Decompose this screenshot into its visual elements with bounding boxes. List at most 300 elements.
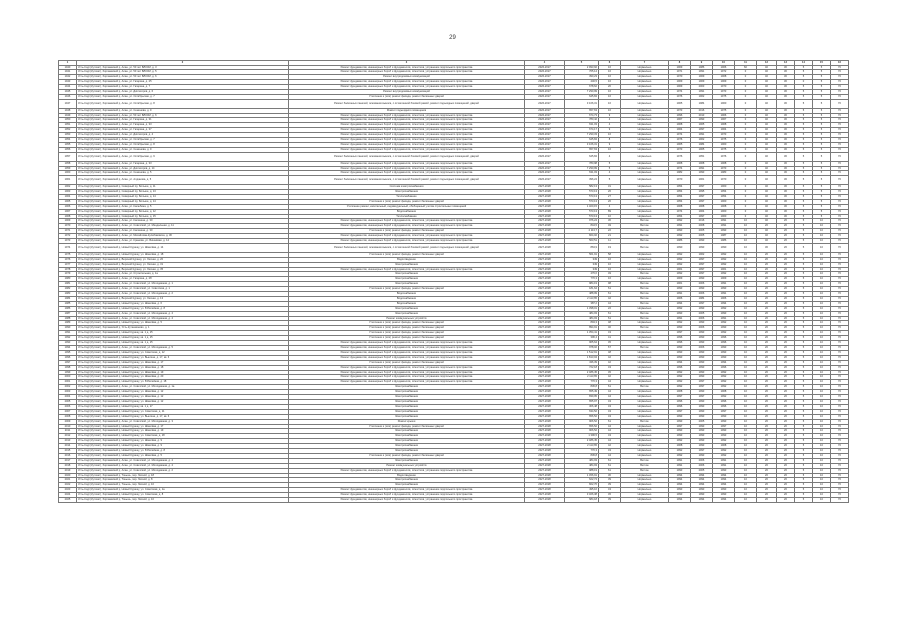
- table-cell: 1997: [669, 395, 691, 400]
- table-cell: 1955: [59, 142, 77, 147]
- table-cell: 2027-2028: [525, 185, 565, 190]
- table-cell: Утепление и (или) ремонт фасада, ремонт балконных дверей: [289, 336, 525, 341]
- table-cell: 43: [599, 404, 621, 409]
- table-cell: 5: [813, 209, 831, 214]
- table-cell: 10: [735, 395, 757, 400]
- table-cell: 16: [599, 277, 621, 282]
- table-cell: 30: [777, 118, 795, 123]
- table-cell: 30: [777, 128, 795, 133]
- table-cell: Нормально: [621, 399, 669, 404]
- table-cell: 1983: [59, 292, 77, 297]
- table-cell: 40: [757, 65, 777, 70]
- table-cell: 45: [599, 370, 621, 375]
- table-cell: 39: [599, 478, 621, 483]
- table-cell: 1993: [669, 311, 691, 316]
- table-cell: 70: [831, 252, 849, 257]
- table-cell: Ветхое: [621, 239, 669, 244]
- table-cell: Усть-Сиді (Кутскат), Хорлаевский р, Алан, ул. Советской, ул. Молодежная, д. 4: [77, 458, 289, 463]
- table-cell: 2027-2028: [525, 336, 565, 341]
- table-cell: Нормально: [621, 99, 669, 108]
- table-cell: 5: [795, 453, 813, 458]
- table-cell: 70: [831, 453, 849, 458]
- table-cell: Нормально: [621, 429, 669, 434]
- table-cell: 20: [757, 478, 777, 483]
- table-cell: 1941: [59, 70, 77, 75]
- table-cell: 5: [795, 267, 813, 272]
- table-cell: 1994: [713, 498, 735, 503]
- table-cell: 1964: [713, 128, 735, 133]
- table-cell: 1968: [691, 204, 713, 209]
- table-cell: 5: [795, 209, 813, 214]
- table-cell: 70: [831, 194, 849, 199]
- table-cell: 1993: [691, 370, 713, 375]
- table-cell: 2027-2028: [525, 282, 565, 287]
- table-cell: 1960: [713, 199, 735, 204]
- table-cell: 1997: [669, 409, 691, 414]
- table-cell: 1993: [691, 453, 713, 458]
- table-cell: 20: [757, 267, 777, 272]
- table-cell: 10: [735, 257, 757, 262]
- table-cell: 1989: [59, 321, 77, 326]
- table-cell: 70: [831, 138, 849, 143]
- table-cell: 5: [795, 243, 813, 252]
- table-cell: 5: [795, 336, 813, 341]
- table-cell: 5: [795, 346, 813, 351]
- table-cell: 10: [735, 350, 757, 355]
- table-cell: Усть-Сиді (Кутскат), Хорлаевский р, Новый Курашу, ул. Юбилейная, д. 8: [77, 306, 289, 311]
- table-cell: 5: [795, 493, 813, 498]
- column-header: 2: [77, 61, 289, 66]
- table-cell: 4: [599, 171, 621, 176]
- table-cell: 49: [599, 224, 621, 229]
- table-cell: 20: [757, 262, 777, 267]
- table-cell: 10: [735, 262, 757, 267]
- table-cell: 70: [831, 239, 849, 244]
- table-cell: 622,74: [565, 478, 599, 483]
- table-cell: Усть-Сиді (Кутскат), Хорлаевский р, Верхний Курашу, ул. Лесная, д. 35: [77, 267, 289, 272]
- table-cell: 0: [735, 94, 757, 99]
- table-cell: Усть-Сиді (Кутскат), Хорлаевский р, Алан, ул. Гагарина, д. 28: [77, 277, 289, 282]
- table-cell: 2027-2028: [525, 219, 565, 224]
- table-cell: 70: [831, 321, 849, 326]
- table-cell: 20: [777, 449, 795, 454]
- table-cell: 10: [813, 267, 831, 272]
- table-cell: 181,64: [565, 287, 599, 292]
- table-cell: 2018: [59, 463, 77, 468]
- table-cell: Водоснабжение: [289, 296, 525, 301]
- table-cell: 1994: [713, 360, 735, 365]
- table-cell: 70: [831, 346, 849, 351]
- table-cell: 20: [757, 331, 777, 336]
- table-cell: 20: [757, 463, 777, 468]
- table-cell: Нормально: [621, 360, 669, 365]
- table-cell: 5: [813, 99, 831, 108]
- table-cell: 20: [777, 419, 795, 424]
- table-cell: Усть-Сиді (Кутскат), Хорлаевский р, Новый Курашу, ул. Шмелёва, д. 19: [77, 370, 289, 375]
- table-cell: 2 113,65: [565, 444, 599, 449]
- table-cell: Электроснабжение: [289, 404, 525, 409]
- table-cell: 1968: [669, 161, 691, 166]
- table-cell: 1992: [59, 336, 77, 341]
- table-cell: 1962: [691, 252, 713, 257]
- table-cell: 70: [831, 123, 849, 128]
- table-cell: 5: [795, 463, 813, 468]
- table-cell: 70: [831, 75, 849, 80]
- table-cell: 20: [777, 468, 795, 473]
- table-cell: 20: [777, 488, 795, 493]
- table-cell: 30: [777, 152, 795, 161]
- table-row: [59, 99, 849, 108]
- table-cell: 0: [735, 108, 757, 113]
- table-cell: 476,6: [565, 272, 599, 277]
- table-cell: Ремонт фундаментов, инженерных бороб и фундаментов, отмостков, устранение подпольного пространства: [289, 113, 525, 118]
- table-cell: Электроснабжение: [289, 390, 525, 395]
- table-cell: 0: [735, 161, 757, 166]
- table-cell: 0: [735, 147, 757, 152]
- table-cell: 0: [735, 190, 757, 195]
- table-cell: 1993: [691, 424, 713, 429]
- table-cell: 20: [757, 439, 777, 444]
- table-cell: 10: [813, 355, 831, 360]
- table-cell: 5: [795, 90, 813, 95]
- table-cell: Ремонт балконных панелей, основания выноса, с остекленной боковой рамой, ремонт подъездных помещений, дверей: [289, 176, 525, 185]
- table-cell: 863,9: [565, 243, 599, 252]
- table-cell: Ветхое: [621, 243, 669, 252]
- table-cell: 20: [757, 444, 777, 449]
- table-cell: Ветхое: [621, 272, 669, 277]
- table-cell: 2027-2028: [525, 234, 565, 239]
- table-cell: 5: [813, 166, 831, 171]
- table-cell: 5: [795, 185, 813, 190]
- table-cell: 2027-2028: [525, 385, 565, 390]
- table-cell: 1973: [713, 133, 735, 138]
- page-number: 29: [449, 35, 456, 41]
- table-cell: Усть-Сиді (Кутскат), Хорлаевский р, Алан, ул. Гагарина, д. 25: [77, 80, 289, 85]
- table-cell: 1991: [713, 282, 735, 287]
- table-cell: 4: [599, 152, 621, 161]
- table-cell: 1946: [59, 94, 77, 99]
- table-cell: 10: [735, 385, 757, 390]
- table-cell: 20: [757, 429, 777, 434]
- table-cell: 20: [777, 414, 795, 419]
- table-cell: 20: [757, 321, 777, 326]
- table-cell: 2027-2028: [525, 306, 565, 311]
- table-cell: 30: [777, 147, 795, 152]
- table-cell: 488,99: [565, 292, 599, 297]
- table-cell: 22: [599, 306, 621, 311]
- table-cell: 573,13: [565, 214, 599, 219]
- table-cell: 20: [757, 453, 777, 458]
- table-cell: 1993: [691, 375, 713, 380]
- table-cell: 5: [795, 138, 813, 143]
- table-cell: 2004: [59, 395, 77, 400]
- table-cell: 2027-2028: [525, 316, 565, 321]
- table-cell: 42: [599, 444, 621, 449]
- table-cell: 1993: [691, 287, 713, 292]
- table-cell: 2002: [59, 385, 77, 390]
- table-cell: 70: [831, 493, 849, 498]
- table-cell: 1984: [691, 296, 713, 301]
- table-cell: Нормально: [621, 214, 669, 219]
- table-cell: 20: [777, 229, 795, 234]
- table-cell: 40: [757, 209, 777, 214]
- table-cell: 20: [777, 473, 795, 478]
- table-cell: Ремонт фундаментов, инженерных бороб и фундаментов, отмостков, устранение подпольного пространства: [289, 365, 525, 370]
- table-cell: 20: [757, 419, 777, 424]
- table-cell: Электроснабжение: [289, 409, 525, 414]
- table-cell: 1996: [59, 355, 77, 360]
- table-cell: Нормально: [621, 262, 669, 267]
- table-cell: 20: [777, 493, 795, 498]
- table-cell: 770,3: [565, 380, 599, 385]
- table-cell: Утепление и (или) ремонт фасада, ремонт балконных дверей: [289, 199, 525, 204]
- table-cell: 10: [813, 419, 831, 424]
- table-cell: 1988: [59, 316, 77, 321]
- table-cell: 984,19: [565, 282, 599, 287]
- table-cell: Усть-Сиді (Кутскат), Хорлаевский р, Алан, ул. Диктаторов, д. 6: [77, 90, 289, 95]
- table-cell: 2027-2028: [525, 399, 565, 404]
- table-cell: 1992: [713, 395, 735, 400]
- table-cell: 44: [599, 301, 621, 306]
- table-cell: Нормально: [621, 449, 669, 454]
- table-cell: 1994: [669, 478, 691, 483]
- table-cell: 5: [813, 176, 831, 185]
- table-cell: Утепление и (или) ремонт фасада, ремонт балконных дверей: [289, 331, 525, 336]
- table-cell: 20: [777, 350, 795, 355]
- table-cell: 70: [831, 65, 849, 70]
- table-cell: 20: [757, 385, 777, 390]
- table-cell: 2026-2027: [525, 123, 565, 128]
- table-cell: 1993: [713, 488, 735, 493]
- table-cell: 70: [831, 424, 849, 429]
- table-cell: 1969: [713, 80, 735, 85]
- table-cell: Утепление и (или) ремонт фасада, ремонт балконных дверей: [289, 326, 525, 331]
- table-cell: Нормально: [621, 395, 669, 400]
- table-cell: 844,5: [565, 224, 599, 229]
- table-cell: 20: [777, 424, 795, 429]
- table-cell: 2027-2028: [525, 292, 565, 297]
- table-cell: Ремонт коммунальных устройств: [289, 463, 525, 468]
- table-cell: 40: [757, 70, 777, 75]
- table-cell: 1993: [691, 336, 713, 341]
- table-cell: 10: [735, 444, 757, 449]
- table-cell: 16: [599, 133, 621, 138]
- table-cell: 5: [795, 311, 813, 316]
- table-cell: Нормально: [621, 390, 669, 395]
- table-cell: 2027-2028: [525, 214, 565, 219]
- table-cell: 10: [813, 493, 831, 498]
- table-cell: 2027-2028: [525, 483, 565, 488]
- table-cell: 1987: [59, 311, 77, 316]
- table-cell: 30: [777, 70, 795, 75]
- table-cell: 2005: [59, 399, 77, 404]
- table-cell: 1981: [59, 282, 77, 287]
- table-cell: 1997: [691, 194, 713, 199]
- table-cell: Усть-Сиді (Кутскат), Хорлаевский р, Тоньшь, пер. Лесной, д. 18: [77, 473, 289, 478]
- table-cell: 2023: [59, 488, 77, 493]
- table-cell: 10: [735, 399, 757, 404]
- table-cell: 2027-2028: [525, 326, 565, 331]
- table-cell: Усть-Сиді (Кутскат), Хорлаевский р, Алан, ул. Советской, ул. Молодежная, д. 3: [77, 419, 289, 424]
- table-cell: Водоснабжение: [289, 301, 525, 306]
- table-cell: 1997: [713, 424, 735, 429]
- table-cell: 631,03: [565, 171, 599, 176]
- table-cell: 5: [795, 488, 813, 493]
- table-cell: 1970: [669, 75, 691, 80]
- table-cell: 98: [599, 282, 621, 287]
- table-cell: 2006: [691, 316, 713, 321]
- table-cell: Электроснабжение: [289, 282, 525, 287]
- table-cell: 40: [757, 166, 777, 171]
- table-cell: 2027-2028: [525, 194, 565, 199]
- table-cell: 30: [777, 142, 795, 147]
- table-cell: 1954: [713, 194, 735, 199]
- table-cell: 10: [813, 296, 831, 301]
- table-cell: 0: [735, 75, 757, 80]
- table-cell: 1951: [59, 123, 77, 128]
- table-cell: 1975: [713, 108, 735, 113]
- table-cell: 1992: [669, 380, 691, 385]
- table-cell: 40: [757, 185, 777, 190]
- table-cell: 2027-2028: [525, 209, 565, 214]
- table-cell: 2027-2028: [525, 390, 565, 395]
- table-cell: 10: [735, 296, 757, 301]
- table-cell: 1969: [691, 75, 713, 80]
- table-cell: 5: [813, 94, 831, 99]
- table-cell: 70: [831, 419, 849, 424]
- table-cell: 5: [795, 380, 813, 385]
- table-cell: 5: [795, 94, 813, 99]
- table-cell: 839,95: [565, 395, 599, 400]
- table-cell: 1943: [59, 80, 77, 85]
- table-cell: 20: [777, 234, 795, 239]
- table-cell: 1969: [669, 85, 691, 90]
- table-cell: 1968: [713, 204, 735, 209]
- table-cell: Усть-Сиді (Кутскат), Хорлаевский р, Новый Курашу, ул. Шмелёва, д. 20: [77, 375, 289, 380]
- table-cell: 2000: [59, 375, 77, 380]
- table-cell: Нормально: [621, 94, 669, 99]
- table-cell: Водоотведение: [289, 257, 525, 262]
- table-cell: Электроснабжение: [289, 395, 525, 400]
- table-cell: 20: [777, 316, 795, 321]
- table-cell: 10: [735, 292, 757, 297]
- table-cell: 40: [757, 161, 777, 166]
- table-cell: Усть-Сиді (Кутскат), Хорлаевский р, Верхний Курашу, ул. Лесная, д. 31: [77, 262, 289, 267]
- table-cell: 2027-2028: [525, 424, 565, 429]
- table-cell: 40: [757, 171, 777, 176]
- table-cell: 4: [599, 204, 621, 209]
- table-cell: 67: [599, 346, 621, 351]
- table-cell: Ветхое: [621, 282, 669, 287]
- table-cell: 20: [757, 346, 777, 351]
- table-cell: 2026-2027: [525, 99, 565, 108]
- table-cell: 1953: [59, 133, 77, 138]
- table-cell: Ремонт фундаментов, инженерных бороб и фундаментов, отмостков, устранение подпольного пространства: [289, 65, 525, 70]
- table-cell: 5: [795, 272, 813, 277]
- table-cell: 70: [831, 439, 849, 444]
- table-cell: Ремонт фундаментов, инженерных бороб и фундаментов, отмостков, устранение подпольного пространства: [289, 346, 525, 351]
- table-cell: 1997: [669, 331, 691, 336]
- table-cell: 10: [735, 282, 757, 287]
- table-cell: 1997: [713, 409, 735, 414]
- table-cell: 2027-2028: [525, 287, 565, 292]
- table-cell: 60: [735, 65, 757, 70]
- table-cell: 20: [757, 498, 777, 503]
- table-cell: 20: [777, 409, 795, 414]
- table-cell: 2 113,65: [565, 375, 599, 380]
- table-cell: 5: [795, 424, 813, 429]
- table-cell: Электроснабжение: [289, 414, 525, 419]
- table-cell: 1 512,91: [565, 350, 599, 355]
- table-cell: 2027-2028: [525, 267, 565, 272]
- table-cell: 2027-2028: [525, 355, 565, 360]
- table-cell: Усть-Сиді (Кутскат), Хорлаевский р, Новый Курашу, кв. 1 д. 17: [77, 404, 289, 409]
- table-cell: 1965: [669, 99, 691, 108]
- table-cell: 16: [599, 80, 621, 85]
- table-cell: Усть-Сиді (Кутскат), Хорлаевский р, Алан, ул. Советской, ул. Советская, д. 1: [77, 287, 289, 292]
- column-header: 1: [59, 61, 77, 66]
- table-cell: 40: [757, 142, 777, 147]
- table-cell: Нормально: [621, 152, 669, 161]
- table-cell: Нормально: [621, 341, 669, 346]
- table-cell: Ремонт фундаментов, инженерных бороб и фундаментов, отмостков, устранение подпольного пространства: [289, 488, 525, 493]
- table-cell: 10: [735, 355, 757, 360]
- table-cell: 1997: [691, 262, 713, 267]
- table-cell: 1969: [713, 277, 735, 282]
- table-cell: 20: [777, 292, 795, 297]
- table-cell: Ремонт фундаментов, инженерных бороб и фундаментов, отмостков, устранение подпольного пространства: [289, 128, 525, 133]
- table-cell: 70: [831, 243, 849, 252]
- table-cell: 10: [813, 498, 831, 503]
- table-cell: Усть-Сиді (Кутскат), Хорлаевский р, Новый Курашу, ул. Советская, д. 11: [77, 409, 289, 414]
- table-cell: 70: [831, 444, 849, 449]
- table-cell: Усть-Сиді (Кутскат), Хорлаевский р, Усть-Куташкиново, д. 1: [77, 326, 289, 331]
- table-cell: Ремонт фундаментов, инженерных бороб и фундаментов, отмостков, устранение подпольного пространства: [289, 498, 525, 503]
- table-cell: 20: [777, 326, 795, 331]
- table-cell: 5: [813, 108, 831, 113]
- table-cell: 20: [757, 409, 777, 414]
- table-cell: Электроснабжение: [289, 449, 525, 454]
- table-cell: 10: [735, 488, 757, 493]
- table-cell: 1975: [713, 138, 735, 143]
- table-cell: 10: [735, 243, 757, 252]
- table-cell: 2027-2028: [525, 409, 565, 414]
- table-cell: 1992: [669, 234, 691, 239]
- table-cell: 5: [813, 138, 831, 143]
- table-cell: Нормально: [621, 80, 669, 85]
- table-cell: 349: [565, 262, 599, 267]
- table-cell: 1961: [691, 176, 713, 185]
- table-cell: 1992: [713, 252, 735, 257]
- table-cell: Ветхое: [621, 468, 669, 473]
- table-cell: 1975: [713, 94, 735, 99]
- table-cell: 1996: [713, 365, 735, 370]
- table-cell: 1994: [669, 301, 691, 306]
- table-cell: Электроснабжение: [289, 385, 525, 390]
- table-cell: Усть-Сиді (Кутскат), Хорлаевский р, Новый Курашу, ул. Советская, д. 8: [77, 493, 289, 498]
- table-cell: 10: [735, 449, 757, 454]
- table-cell: 0: [735, 118, 757, 123]
- table-cell: 1986: [691, 65, 713, 70]
- table-cell: 70: [831, 272, 849, 277]
- table-cell: Электроснабжение: [289, 444, 525, 449]
- table-cell: 2006: [691, 346, 713, 351]
- table-cell: 5: [599, 161, 621, 166]
- table-cell: Ветхое: [621, 316, 669, 321]
- table-cell: 20: [757, 355, 777, 360]
- table-cell: 1992: [669, 370, 691, 375]
- table-cell: 10: [813, 262, 831, 267]
